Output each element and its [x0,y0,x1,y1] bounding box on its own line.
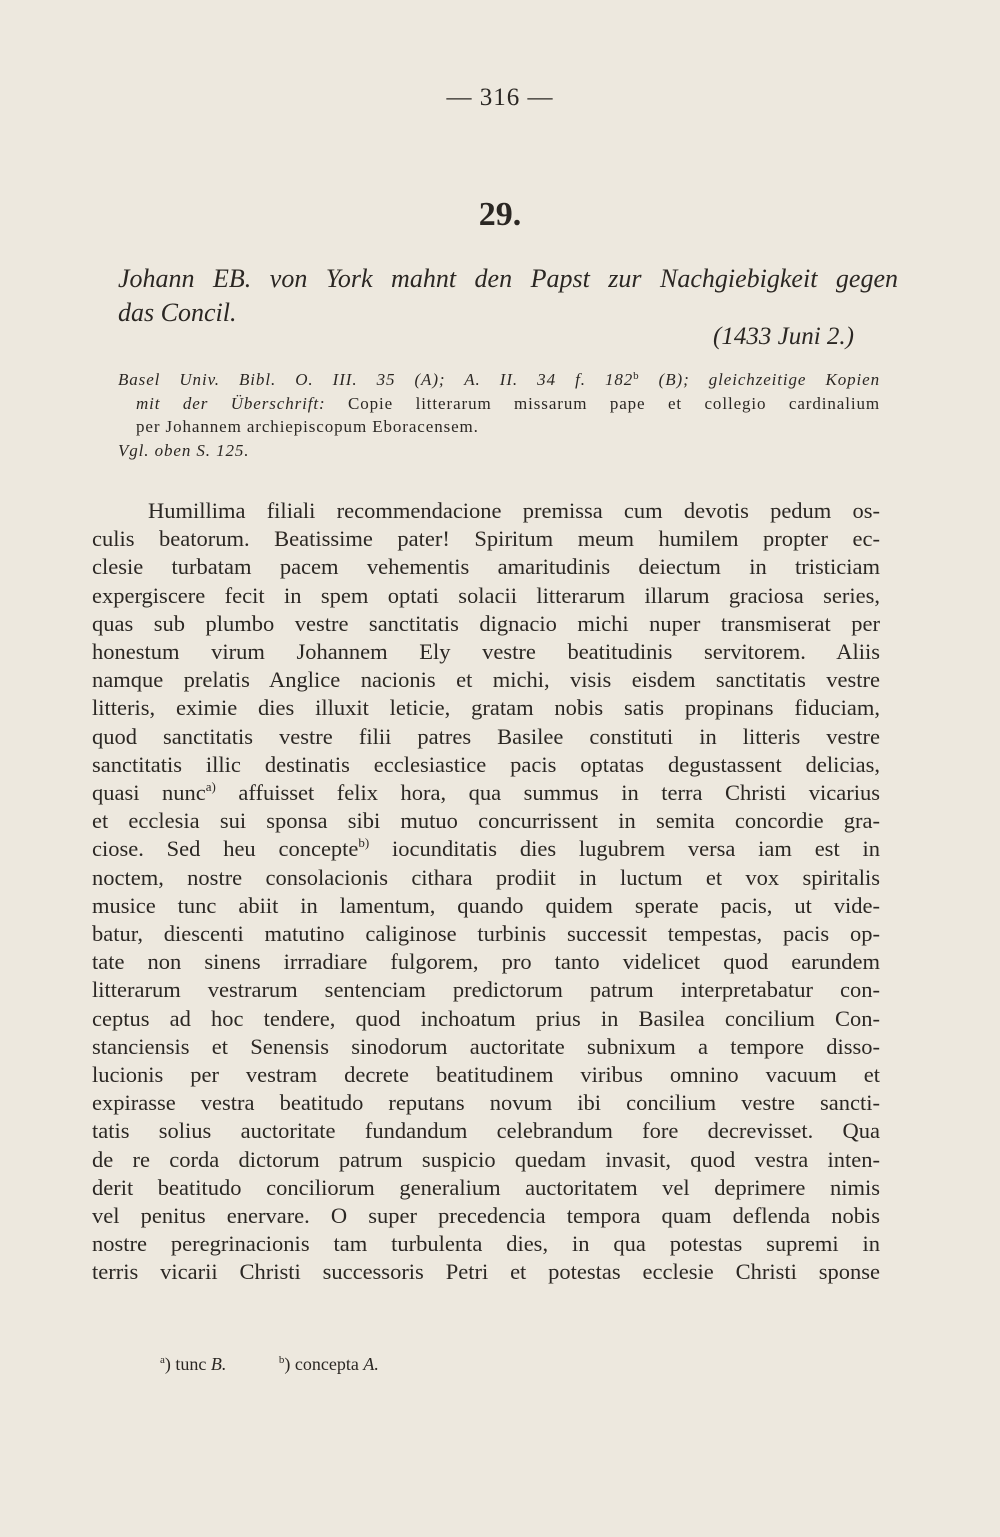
body-line: clesie turbatam pacem vehementis amaritudinis deiectum in tristiciam [92,554,880,580]
footnote-a-text: ) tunc [164,1354,211,1374]
body-line: stanciensis et Senensis sinodorum auctoritate subnixum a tempore disso- [92,1033,880,1059]
footnotes [160,1354,379,1375]
source-line [118,368,880,392]
body-line: tatis solius auctoritate fundandum celebrandum fore decrevisset. Qua [92,1118,880,1144]
body-line: sanctitatis illic destinatis ecclesiastice pacis optatas degustassent delicias, [92,751,880,777]
body-line: noctem, nostre consolacionis cithara prodiit in luctum et vox spiritalis [92,864,880,890]
body-line: expirasse vestra beatitudo reputans novum ibi concilium vestre sancti- [92,1090,880,1116]
page-number: — 316 — [446,84,554,111]
body-line: namque prelatis Anglice nacionis et michi, visis eisdem sanctitatis vestre [92,667,880,693]
body-line: Humillima filiali recommendacione premissa cum devotis pedum os- [148,498,880,523]
footnote-marker-b: b) [358,835,370,851]
footnote-a-source: B. [210,1354,227,1374]
body-line: expergiscere fecit in spem optati solacii litterarum illarum graciosa series, [92,582,880,608]
footnote-a [160,1354,226,1375]
body-line: vel penitus enervare. O super precedencia tempora quam deflenda nobis [92,1203,880,1229]
source-heading-text: Copie litterarum missarum pape et collegio cardinalium [325,393,880,413]
body-text: affuisset felix hora, qua summus in terra Christi vicarius [215,780,880,806]
footnote-b-source: A. [363,1354,379,1374]
body-line: nostre peregrinacionis tam turbulenta dies, in qua potestas supremi in [92,1231,880,1257]
body-line: litterarum vestrarum sentenciam predictorum patrum interpretabatur con- [92,977,880,1003]
body-line [92,835,880,863]
source-copies-note: (B); gleichzeitige Kopien [639,370,880,389]
source-reference [118,439,880,463]
body-text: ciose. Sed heu concepte [92,836,359,862]
body-line: derit beatitudo conciliorum generalium auctoritatem vel deprimere nimis [92,1174,880,1200]
body-line: terris vicarii Christi successoris Petri et potestas ecclesie Christi sponse [92,1259,880,1285]
source-line: per Johannem archiepiscopum Eboracensem. [136,417,479,436]
body-line: litteris, eximie dies illuxit leticie, gratam nobis satis propinans fiduciam, [92,695,880,721]
body-line: de re corda dictorum patrum suspicio quedam invasit, quod vestra inten- [92,1146,880,1172]
letter-body [92,497,880,1287]
body-line [92,779,880,807]
footnote-b-text: ) concepta [284,1354,364,1374]
source-heading-label: mit der Überschrift: [136,393,326,413]
body-line: ceptus ad hoc tendere, quod inchoatum prius in Basilea concilium Con- [92,1005,880,1031]
title-line: das Concil. [118,298,237,327]
document-title [118,262,898,330]
document-date: (1433 Juni 2.) [713,323,854,350]
footnote-b [279,1354,379,1375]
footnote-a-mark: a [160,1354,165,1366]
body-line: honestum virum Johannem Ely vestre beatitudinis servitorem. Aliis [92,639,880,665]
source-archive-ref: Basel Univ. Bibl. O. III. 35 (A); A. II. 34 f. 182 [118,370,634,389]
footnote-marker-a: a) [205,779,216,795]
body-line: lucionis per vestram decrete beatitudinem viribus omnino vacuum et [92,1062,880,1088]
document-number: 29. [478,196,522,233]
body-line: batur, diescenti matutino caliginose turbinis successit tempestas, pacis op- [92,921,880,947]
body-line: et ecclesia sui sponsa sibi mutuo concurrissent in semita concordie gra- [92,808,880,834]
source-note [118,368,880,462]
body-text: iocunditatis dies lugubrem versa iam est in [369,836,880,862]
body-line: culis beatorum. Beatissime pater! Spiritum meum humilem propter ec- [92,526,880,552]
body-line: tate non sinens irrradiare fulgorem, pro tanto videlicet quod earundem [92,949,880,975]
footnote-b-mark: b [278,1354,285,1366]
body-text: quasi nunc [92,780,206,806]
body-line: quod sanctitatis vestre filii patres Basilee constituti in litteris vestre [92,723,880,749]
body-line: quas sub plumbo vestre sanctitatis dignacio michi nuper transmiserat per [92,610,880,636]
source-line [118,392,880,416]
source-reference-text: Vgl. oben S. 125. [118,440,250,460]
title-line: Johann EB. von York mahnt den Papst zur Nachgiebigkeit gegen [118,264,898,293]
body-line: musice tunc abiit in lamentum, quando quidem sperate pacis, ut vide- [92,892,880,918]
source-folio-sup: b [633,370,640,382]
